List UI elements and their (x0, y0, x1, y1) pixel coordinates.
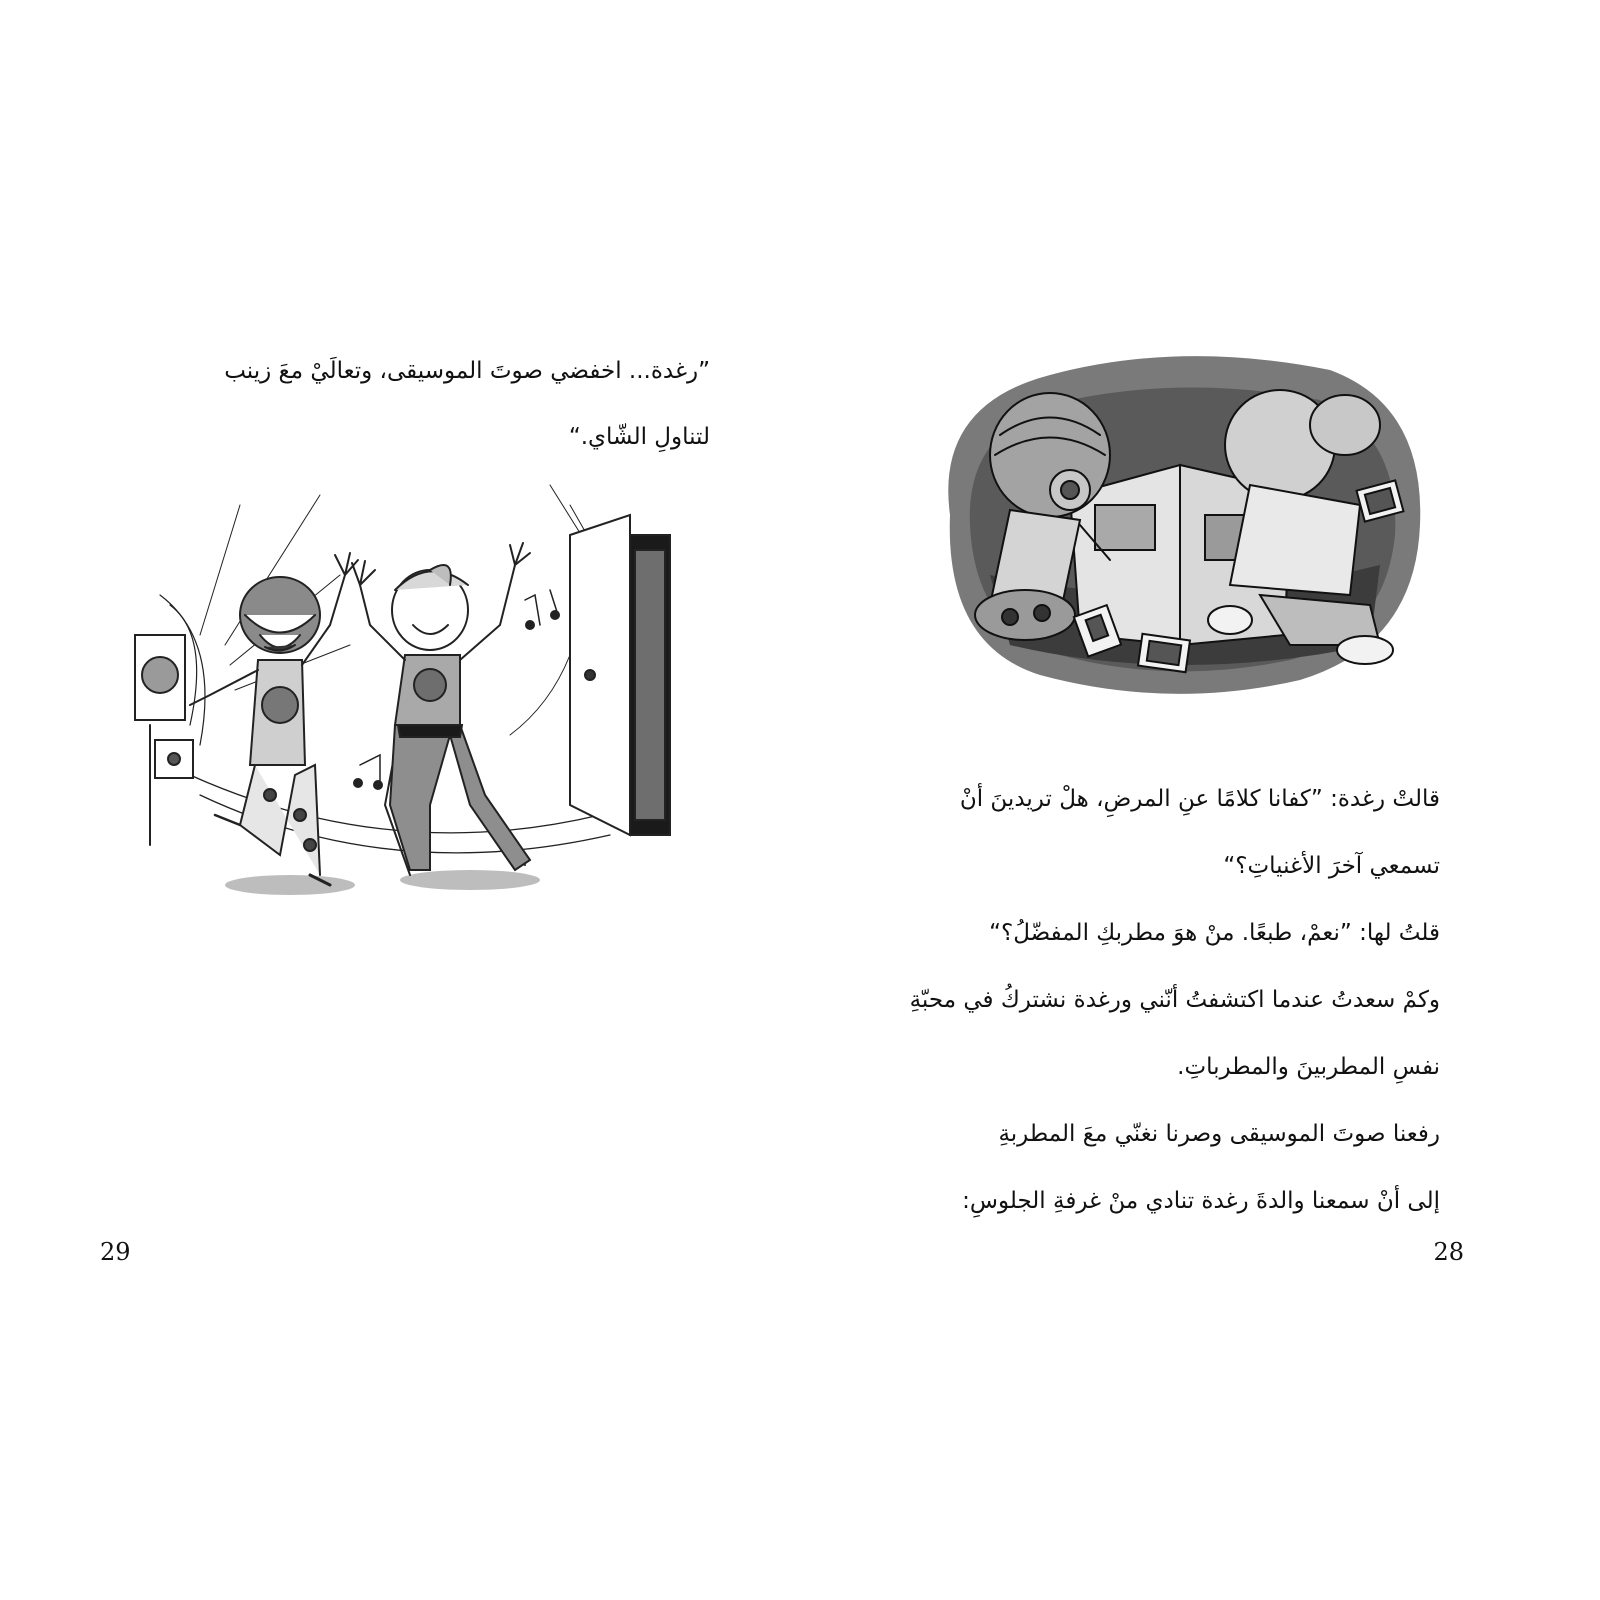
text-line: لتناولِ الشّاي.“ (568, 424, 710, 450)
page-number: 28 (1433, 1238, 1464, 1266)
right-page (800, 0, 1600, 1600)
text-line: قالتْ رغدة: ”كفانا كلامًا عنِ المرضِ، هلْ تريدينَ أنْ (959, 786, 1440, 812)
two-girls-dancing-illustration (130, 475, 690, 915)
text-line: إلى أنْ سمعنا والدةَ رغدة تنادي منْ غرفةِ الجلوسِ: (962, 1188, 1440, 1214)
text-line: نفسِ المطربينَ والمطرباتِ. (1177, 1054, 1440, 1080)
text-line: وكمْ سعدتُ عندما اكتشفتُ أنّني ورغدة نشتركُ في محبّةِ (909, 987, 1440, 1013)
text-line: ”رغدة... اخفضي صوتَ الموسيقى، وتعالَيْ معَ زينب (224, 358, 710, 384)
text-line: رفعنا صوتَ الموسيقى وصرنا نغنّي معَ المطربةِ (998, 1121, 1440, 1147)
left-page-paragraph (90, 338, 710, 470)
text-line: تسمعي آخرَ الأغنياتِ؟“ (1223, 853, 1440, 879)
right-page-paragraph (860, 766, 1440, 1235)
text-line: قلتُ لها: ”نعمْ، طبعًا. منْ هوَ مطربكِ المفضّلُ؟“ (989, 920, 1440, 946)
page-number: 29 (100, 1238, 131, 1266)
girls-reading-album-illustration (930, 345, 1430, 700)
